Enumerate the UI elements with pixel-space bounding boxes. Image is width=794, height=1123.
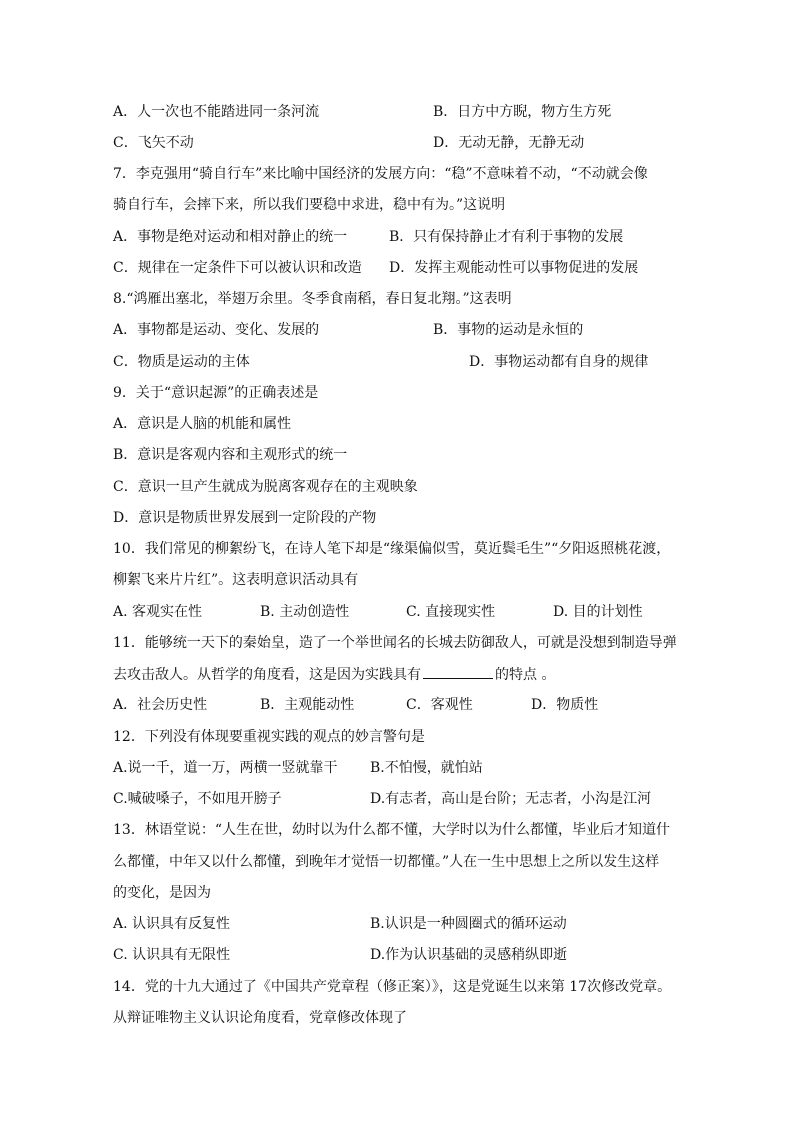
- q7-option-a: A．事物是绝对运动和相对静止的统一: [113, 229, 348, 245]
- q12-option-b: B.不怕慢，就怕站: [370, 760, 483, 776]
- q9-option-c: C．意识一旦产生就成为脱离客观存在的主观映象: [113, 479, 418, 495]
- q11-stem-line2-post: 的特点 。: [495, 667, 556, 683]
- q11-option-b: B．主观能动性: [260, 697, 355, 713]
- q6-option-b: B．日方中方睨，物方生方死: [433, 104, 612, 120]
- q7-stem-line1: 7．李克强用“骑自行车”来比喻中国经济的发展方向：“稳”不意味着不动，“不动就会像: [113, 166, 648, 182]
- q8-option-b: B．事物的运动是永恒的: [433, 322, 584, 338]
- q13-stem-line2: 么都懂，中年又以什么都懂，到晚年才觉悟一切都懂。”人在一生中思想上之所以发生这样: [113, 854, 660, 870]
- q13-stem-line3: 的变化，是因为: [113, 885, 211, 901]
- q14-stem-line1: 14．党的十九大通过了《中国共产党章程（修正案）》，这是党诞生以来第 17次修改党章。: [113, 979, 672, 995]
- q13-option-d: D.作为认识基础的灵感稍纵即逝: [370, 947, 568, 963]
- q7-option-c: C．规律在一定条件下可以被认识和改造: [113, 260, 362, 276]
- q11-option-c: C．客观性: [406, 697, 473, 713]
- q6-option-a: A．人一次也不能踏进同一条河流: [113, 104, 320, 120]
- q7-stem-line2: 骑自行车，会摔下来，所以我们要稳中求进，稳中有为。”这说明: [113, 197, 506, 213]
- q11-stem-line1: 11．能够统一天下的秦始皇，造了一个举世闻名的长城去防御敌人，可就是没想到制造导弹: [113, 635, 677, 651]
- q8-option-a: A．事物都是运动、变化、发展的: [113, 322, 320, 338]
- q14-stem-line2: 从辩证唯物主义认识论角度看，党章修改体现了: [113, 1010, 407, 1026]
- q12-stem: 12．下列没有体现要重视实践的观点的妙言警句是: [113, 729, 425, 745]
- q11-stem-line2-pre: 去攻击敌人。从哲学的角度看，这是因为实践具有: [113, 667, 421, 683]
- q10-option-b: B. 主动创造性: [260, 604, 350, 620]
- q11-stem-line2: [113, 664, 555, 685]
- q6-option-d: D．无动无静，无静无动: [433, 135, 585, 151]
- q9-stem: 9．关于“意识起源”的正确表述是: [113, 385, 319, 401]
- q12-option-a: A.说一千，道一万，两横一竖就靠干: [113, 760, 338, 776]
- q7-option-d: D．发挥主观能动性可以事物促进的发展: [389, 260, 639, 276]
- q13-option-b: B.认识是一种圆圈式的循环运动: [370, 916, 567, 932]
- q10-stem-line2: 柳絮飞来片片红”。这表明意识活动具有: [113, 572, 359, 588]
- q9-option-d: D．意识是物质世界发展到一定阶段的产物: [113, 510, 377, 526]
- q10-option-a: A. 客观实在性: [113, 604, 203, 620]
- q8-stem: 8.“鸿雁出塞北，举翅万余里。冬季食南稻，春日复北翔。”这表明: [113, 291, 512, 307]
- q10-option-d: D. 目的计划性: [553, 604, 643, 620]
- answer-blank: [423, 664, 493, 679]
- q11-option-d: D．物质性: [531, 697, 599, 713]
- q11-option-a: A．社会历史性: [113, 697, 208, 713]
- q10-stem-line1: 10．我们常见的柳絮纷飞，在诗人笔下却是“缘渠偏似雪，莫近鬓毛生”“夕阳返照桃花渡，: [113, 541, 671, 557]
- q8-option-c: C．物质是运动的主体: [113, 354, 250, 370]
- q8-option-d: D．事物运动都有自身的规律: [469, 354, 649, 370]
- q13-stem-line1: 13．林语堂说：“人生在世，幼时以为什么都不懂，大学时以为什么都懂，毕业后才知道什: [113, 822, 670, 838]
- q13-option-a: A. 认识具有反复性: [113, 916, 231, 932]
- q12-option-d: D.有志者，高山是台阶；无志者，小沟是江河: [370, 791, 652, 807]
- q6-option-c: C．飞矢不动: [113, 135, 194, 151]
- q9-option-b: B．意识是客观内容和主观形式的统一: [113, 447, 348, 463]
- q12-option-c: C.喊破嗓子，不如甩开膀子: [113, 791, 282, 807]
- q7-option-b: B．只有保持静止才有利于事物的发展: [389, 229, 624, 245]
- q13-option-c: C. 认识具有无限性: [113, 947, 231, 963]
- q10-option-c: C. 直接现实性: [406, 604, 496, 620]
- q9-option-a: A．意识是人脑的机能和属性: [113, 416, 292, 432]
